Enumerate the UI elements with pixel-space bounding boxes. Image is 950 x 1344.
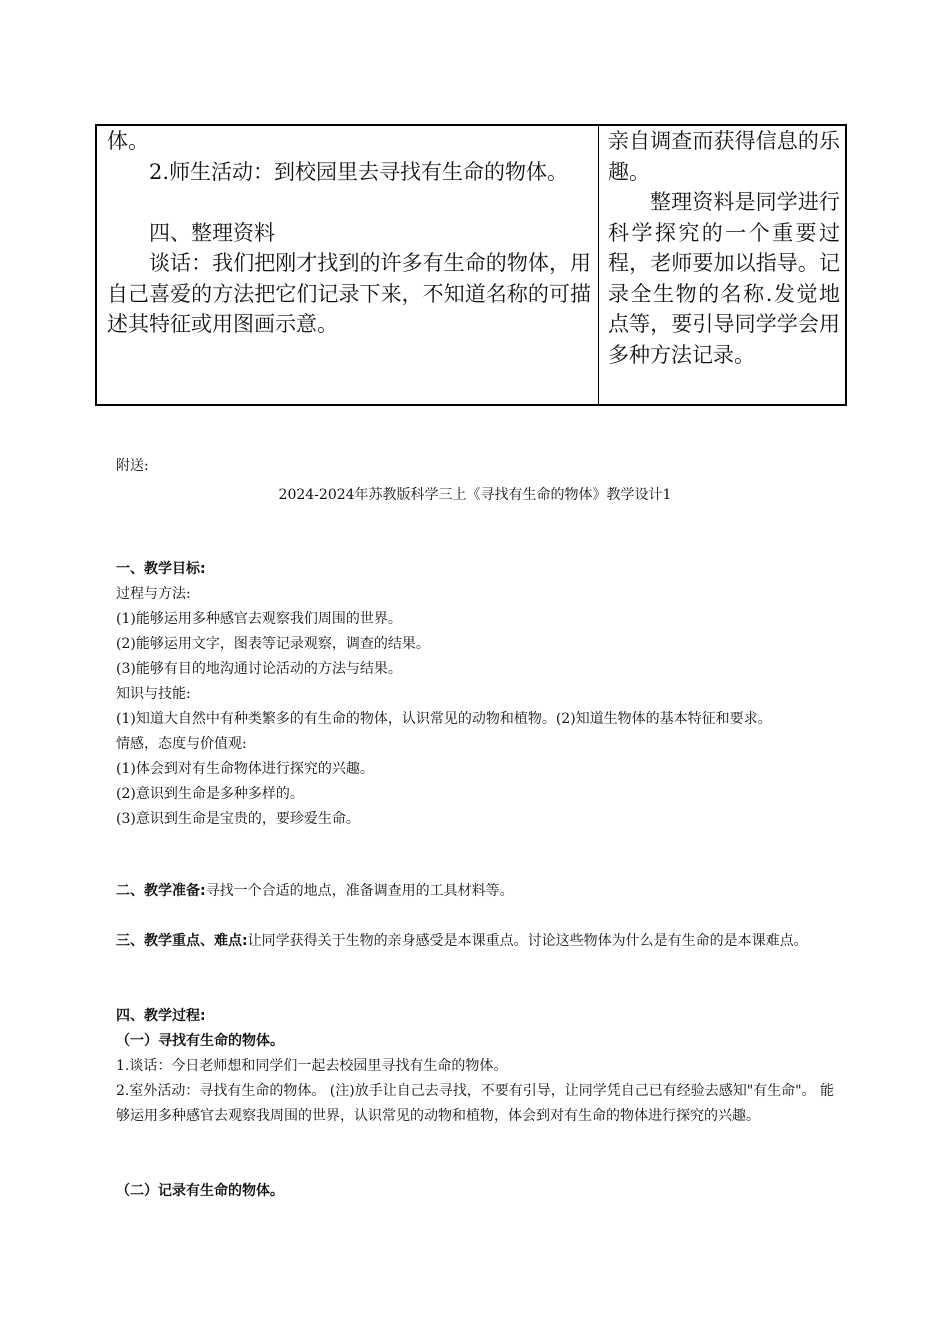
section-objectives [116, 557, 841, 832]
section-keypoints [116, 929, 841, 954]
section-text: 让同学获得关于生物的亲身感受是本课重点。讨论这些物体为什么是有生命的是本课难点。 [247, 933, 808, 949]
appendix-title: 2024-2024年苏教版科学三上《寻找有生命的物体》教学设计1 [278, 487, 672, 503]
activity-text: 谈话：我们把刚才找到的许多有生命的物体，用自己喜爱的方法把它们记录下来，不知道名称的可描述其特征或用图画示意。 [107, 251, 591, 336]
note-text: 整理资料是同学进行科学探究的一个重要过程，老师要加以指导。记录全生物的名称.发觉地点等，要引导同学学会用多种方法记录。 [608, 190, 840, 367]
note-text: 亲自调查而获得信息的乐趣。 [608, 129, 840, 184]
section-record [116, 1179, 841, 1204]
list-item: (3)意识到生命是宝贵的，要珍爱生命。 [116, 811, 360, 827]
section-text: 寻找一个合适的地点，准备调查用的工具材料等。 [205, 883, 514, 899]
subheading: 过程与方法: [116, 586, 191, 602]
list-item: (1)知道大自然中有种类繁多的有生命的物体，认识常见的动物和植物。(2)知道生物体的基本特征和要求。 [116, 711, 772, 727]
process-item: 2.室外活动：寻找有生命的物体。 (注)放手让自己去寻找，不要有引导，让同学凭自己已有经验去感知"有生命"。 能够运用多种感官去观察我周围的世界，认识常见的动物和植物，体会到对有生命的物体进行探究的兴趣。 [116, 1083, 835, 1124]
activity-text: 2.师生活动：到校园里去寻找有生命的物体。 [149, 159, 569, 184]
list-item: (2)意识到生命是多种多样的。 [116, 786, 304, 802]
section-heading: 三、教学重点、难点: [116, 933, 248, 949]
column-divider [598, 126, 599, 404]
list-item: (1)能够运用多种感官去观察我们周围的世界。 [116, 611, 402, 627]
section-heading: 二、教学准备: [116, 883, 206, 899]
subheading: 知识与技能: [116, 686, 191, 702]
section-process [116, 1004, 841, 1129]
table-cell-activities [107, 126, 591, 340]
appendix-label: 附送: [116, 458, 149, 474]
list-item: (2)能够运用文字，图表等记录观察，调查的结果。 [116, 636, 430, 652]
activity-text: 体。 [107, 129, 149, 153]
section-heading: 四、教学过程: [116, 1008, 206, 1024]
table-cell-notes [608, 126, 840, 370]
lesson-table [95, 124, 847, 406]
list-item: (1)体会到对有生命物体进行探究的兴趣。 [116, 761, 374, 777]
process-item: 1.谈话：今日老师想和同学们一起去校园里寻找有生命的物体。 [116, 1058, 508, 1074]
subsection-heading: （一）寻找有生命的物体。 [116, 1033, 284, 1049]
subsection-heading: （二）记录有生命的物体。 [116, 1183, 284, 1199]
activity-heading: 四、整理资料 [149, 220, 275, 245]
section-heading: 一、教学目标: [116, 561, 206, 577]
subheading: 情感，态度与价值观: [116, 736, 247, 752]
section-preparation [116, 879, 841, 904]
list-item: (3)能够有目的地沟通讨论活动的方法与结果。 [116, 661, 402, 677]
